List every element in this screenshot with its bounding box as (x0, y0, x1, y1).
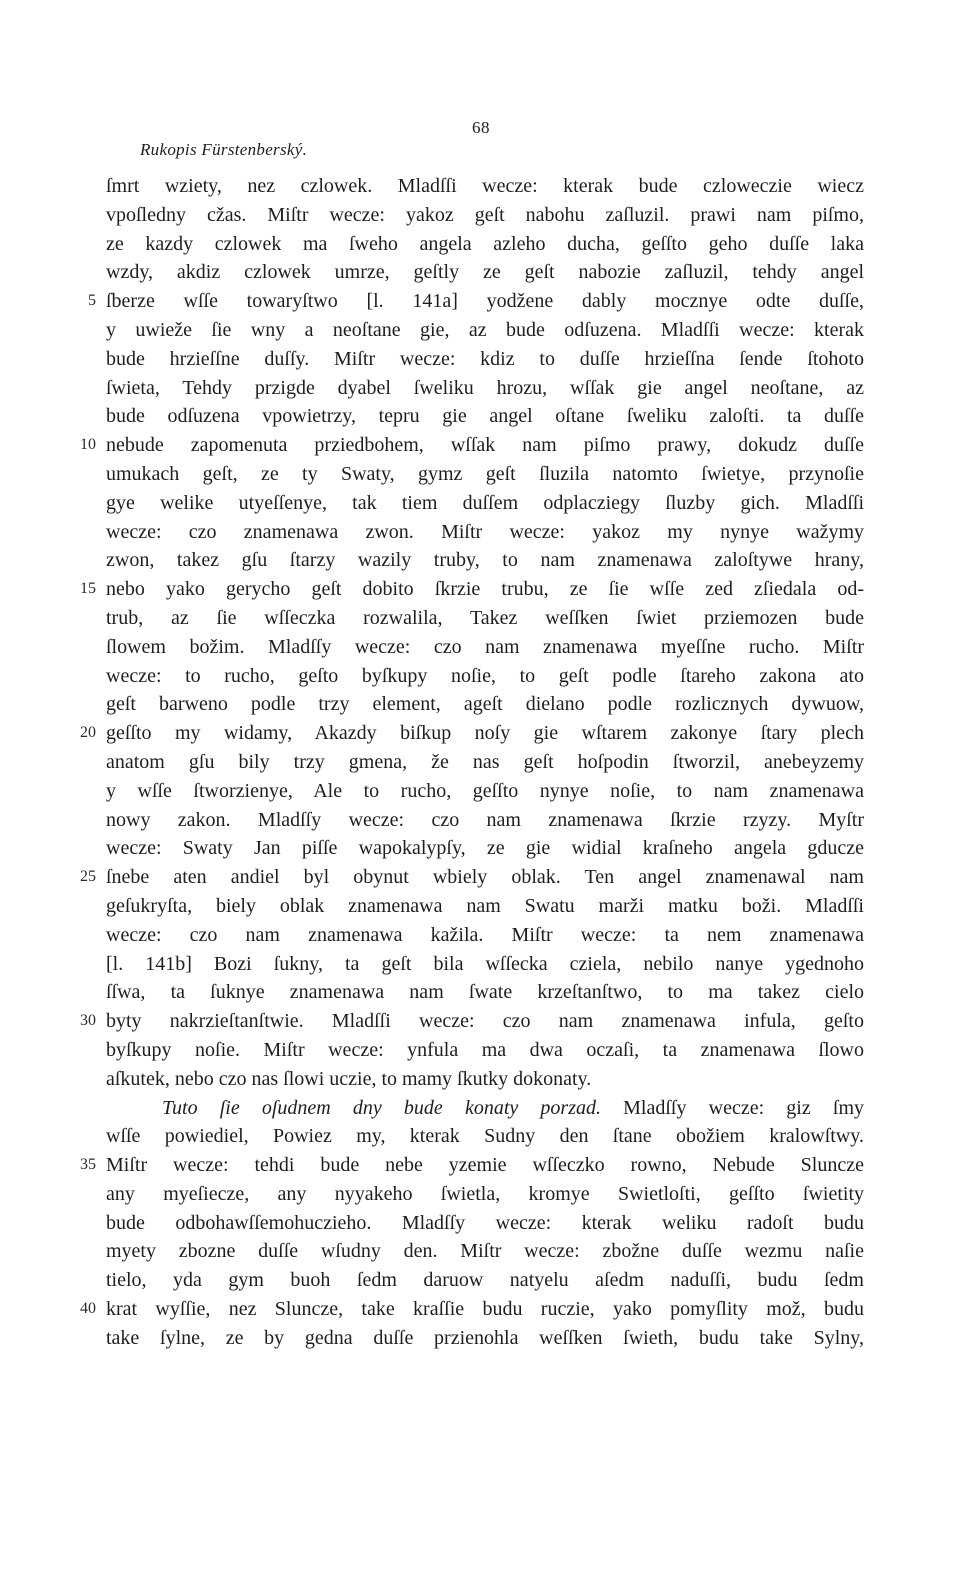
line-text: byſkupy noſie. Miſtr wecze: ynfula ma dwa oczaſi, ta znamenawa ſlowo (106, 1038, 864, 1061)
line-text: trub, az ſie wſſeczka rozwalila, Takez weſſken ſwiet prziemozen bude (106, 606, 864, 629)
text-line (0, 575, 960, 604)
text-line (0, 1237, 960, 1266)
text-line (0, 690, 960, 719)
text-line (0, 201, 960, 230)
line-text: wecze: czo nam znamenawa kažila. Miſtr wecze: ta nem znamenawa (106, 923, 864, 946)
text-line (0, 950, 960, 979)
line-text: zwon, takez gſu ſtarzy wazily truby, to nam znamenawa zaloſtywe hrany, (106, 549, 864, 572)
line-number: 5 (88, 292, 96, 310)
line-text: wecze: to rucho, geſto byſkupy noſie, to geſt podle ſtareho zakona ato (106, 664, 864, 687)
text-line (0, 230, 960, 259)
line-text: tielo, yda gym buoh ſedm daruow natyelu aſedm naduſſi, budu ſedm (106, 1269, 864, 1292)
line-number: 20 (80, 724, 96, 742)
text-line (0, 460, 960, 489)
text-line (0, 1266, 960, 1295)
text-line (0, 402, 960, 431)
line-text: anatom gſu bily trzy gmena, že nas geſt hoſpodin ſtworzil, anebeyzemy (106, 750, 864, 773)
line-number: 10 (80, 436, 96, 454)
line-text: geſſto my widamy, Akazdy biſkup noſy gie wſtarem zakonye ſtary plech (106, 722, 864, 745)
text-line (0, 489, 960, 518)
text-line (0, 806, 960, 835)
line-text: gye welike utyeſſenye, tak tiem duſſem odplacziegy ſluzby gich. Mladſſi (106, 491, 864, 514)
text-line (0, 287, 960, 316)
text-line (0, 1324, 960, 1353)
line-text: y wſſe ſtworzienye, Ale to rucho, geſſto nynye noſie, to nam znamenawa (106, 779, 864, 802)
line-text: Miſtr wecze: tehdi bude nebe yzemie wſſeczko rowno, Nebude Sluncze (106, 1154, 864, 1177)
line-text: bude hrzieſſne duſſy. Miſtr wecze: kdiz to duſſe hrzieſſna ſende ſtohoto (106, 347, 864, 370)
line-text: geſt barweno podle trzy element, ageſt dielano podle rozlicznych dywuow, (106, 693, 864, 716)
running-title: Rukopis Fürstenberský. (140, 140, 308, 159)
line-text (162, 1094, 864, 1123)
line-text: ſlowem božim. Mladſſy wecze: czo nam znamenawa myeſſne rucho. Miſtr (106, 635, 864, 658)
text-line (0, 1094, 960, 1123)
text-line (0, 518, 960, 547)
text-line (0, 662, 960, 691)
body-text (0, 172, 960, 1353)
section-heading: Tuto ſie oſudnem dny bude konaty porzad. (162, 1096, 601, 1119)
text-line (0, 863, 960, 892)
line-text: nebo yako gerycho geſt dobito ſkrzie trubu, ze ſie wſſe zed zſiedala od- (106, 578, 864, 601)
line-text: any myeſiecze, any nyyakeho ſwietla, kromye Swietloſti, geſſto ſwietity (106, 1182, 864, 1205)
text-line (0, 1151, 960, 1180)
text-line (0, 921, 960, 950)
text-line (0, 345, 960, 374)
line-number: 35 (80, 1156, 96, 1174)
text-line (0, 374, 960, 403)
text-line (0, 777, 960, 806)
line-text: ze kazdy czlowek ma ſweho angela azleho ducha, geſſto geho duſſe laka (106, 232, 864, 255)
line-text: ſnebe aten andiel byl obynut wbiely oblak. Ten angel znamenawal nam (106, 866, 864, 889)
line-text: y uwieže ſie wny a neoſtane gie, az bude odſuzena. Mladſſi wecze: kterak (106, 318, 864, 341)
line-text: myety zbozne duſſe wſudny den. Miſtr wecze: zbožne duſſe wezmu naſie (106, 1240, 864, 1263)
text-line (0, 748, 960, 777)
line-text: nebude zapomenuta prziedbohem, wſſak nam piſmo prawy, dokudz duſſe (106, 434, 864, 457)
line-text: krat wyſſie, nez Sluncze, take kraſſie budu ruczie, yako pomyſlity mož, budu (106, 1298, 864, 1321)
text-line (0, 431, 960, 460)
text-line (0, 719, 960, 748)
line-text: take ſylne, ze by gedna duſſe przienohla weſſken ſwieth, budu take Sylny, (106, 1326, 864, 1349)
line-text: wecze: czo znamenawa zwon. Miſtr wecze: yakoz my nynye wažymy (106, 520, 864, 543)
text-line (0, 1036, 960, 1065)
text-line (0, 172, 960, 201)
line-text: bude odbohawſſemohuczieho. Mladſſy wecze: kterak weliku radoſt budu (106, 1211, 864, 1234)
text-line (0, 1065, 960, 1094)
text-line (0, 633, 960, 662)
text-line (0, 258, 960, 287)
line-number: 25 (80, 868, 96, 886)
text-line (0, 892, 960, 921)
text-line (0, 1122, 960, 1151)
line-text: [l. 141b] Bozi ſukny, ta geſt bila wſſecka cziela, nebilo nanye ygednoho (106, 952, 864, 975)
line-text: wecze: Swaty Jan piſſe wapokalypſy, ze gie widial kraſneho angela gducze (106, 837, 864, 860)
text-line (0, 1180, 960, 1209)
line-number: 30 (80, 1012, 96, 1030)
text-line (0, 546, 960, 575)
line-text: bude odſuzena vpowietrzy, tepru gie angel oſtane ſweliku zaloſti. ta duſſe (106, 405, 864, 428)
line-text: ſwieta, Tehdy przigde dyabel ſweliku hrozu, wſſak gie angel neoſtane, az (106, 376, 864, 399)
line-text: umukach geſt, ze ty Swaty, gymz geſt ſluzila natomto ſwietye, przynoſie (106, 462, 864, 485)
line-number: 40 (80, 1300, 96, 1318)
line-text: wzdy, akdiz czlowek umrze, geſtly ze geſt nabozie zaſluzil, tehdy angel (106, 261, 864, 284)
text-line (0, 1295, 960, 1324)
line-text: ſberze wſſe towaryſtwo [l. 141a] yodžene dably mocznye odte duſſe, (106, 290, 864, 313)
line-text: byty nakrzieſtanſtwie. Mladſſi wecze: czo nam znamenawa infula, geſto (106, 1010, 864, 1033)
text-line (0, 1209, 960, 1238)
text-line (0, 1007, 960, 1036)
line-text: aſkutek, nebo czo nas ſlowi uczie, to mamy ſkutky dokonaty. (106, 1067, 592, 1090)
text-line (0, 316, 960, 345)
line-text: wſſe powiediel, Powiez my, kterak Sudny den ſtane obožiem kralowſtwy. (106, 1125, 864, 1148)
line-text: geſukryſta, biely oblak znamenawa nam Swatu marži matku boži. Mladſſi (106, 894, 864, 917)
line-text: ſſwa, ta ſuknye znamenawa nam ſwate krzeſtanſtwo, to ma takez cielo (106, 981, 864, 1004)
text-line (0, 834, 960, 863)
text-line (0, 978, 960, 1007)
page-number: 68 (472, 118, 490, 137)
text-line (0, 604, 960, 633)
line-text-rest: Mladſſy wecze: giz ſmy (601, 1096, 864, 1119)
line-text: nowy zakon. Mladſſy wecze: czo nam znamenawa ſkrzie rzyzy. Myſtr (106, 808, 864, 831)
line-text: vpoſledny cžas. Miſtr wecze: yakoz geſt nabohu zaſluzil. prawi nam piſmo, (106, 203, 864, 226)
line-number: 15 (80, 580, 96, 598)
line-text: ſmrt wziety, nez czlowek. Mladſſi wecze: kterak bude czloweczie wiecz (106, 175, 864, 197)
